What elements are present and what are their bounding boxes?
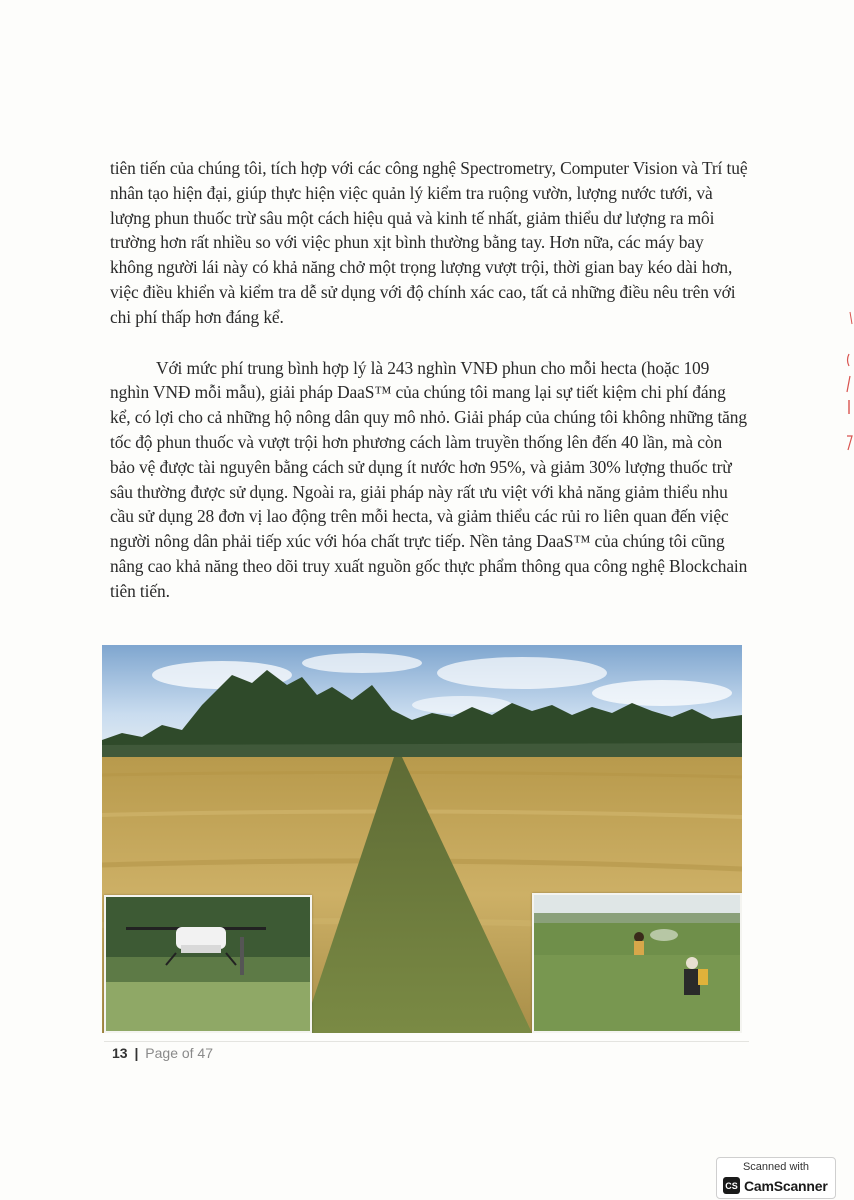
footer-separator: | bbox=[134, 1045, 139, 1061]
body-text bbox=[110, 156, 750, 604]
rice-field-photo bbox=[102, 645, 742, 1033]
footer-divider bbox=[104, 1041, 749, 1042]
paragraph-1: tiên tiến của chúng tôi, tích hợp với các công nghệ Spectrometry, Computer Vision và Trí tuệ nhân tạo hiện đại, giúp thực hiện việc quản lý kiểm tra ruộng vườn, lượng nước tưới, và lượng phun thuốc trừ sâu một cách hiệu quả và kinh tế nhất, giảm thiểu dư lượng ra môi trường hơn rất nhiều so với việc phun xịt bình thường bằng tay. Hơn nữa, các máy bay không người lái này có khả năng chở một trọng lượng vượt trội, thời gian bay kéo dài hơn, việc điều khiển và kiểm tra dễ sử dụng với độ chính xác cao, tất cả những điều nêu trên với chi phí thấp hơn đáng kể. bbox=[110, 158, 748, 327]
paragraph-2: Với mức phí trung bình hợp lý là 243 nghìn VNĐ phun cho mỗi hecta (hoặc 109 nghìn VNĐ mỗi mẫu), giải pháp DaaS™ của chúng tôi mang lại sự tiết kiệm chi phí đáng kể, có lợi cho cả những hộ nông dân quy mô nhỏ. Giải pháp của chúng tôi không những tăng tốc độ phun thuốc và vượt trội hơn phương cách làm truyền thống lên đến 40 lần, mà còn bảo vệ được tài nguyên bằng cách sử dụng ít nước hơn 95%, và giảm 30% lượng thuốc trừ sâu thường được sử dụng. Ngoài ra, giải pháp này rất ưu việt với khả năng giảm thiểu nhu cầu sử dụng 28 đơn vị lao động trên mỗi hecta, và giảm thiểu các rủi ro liên quan đến việc người nông dân phải tiếp xúc với hóa chất trực tiếp. Nền tảng DaaS™ của chúng tôi cũng nâng cao khả năng theo dõi truy xuất nguồn gốc thực phẩm thông qua công nghệ Blockchain tiên tiến. bbox=[110, 357, 748, 601]
page-footer bbox=[112, 1045, 213, 1061]
camscanner-brand bbox=[723, 1177, 828, 1194]
drone-inset-photo bbox=[104, 895, 312, 1033]
farmers-spraying-inset-photo bbox=[532, 893, 742, 1033]
camscanner-name: CamScanner bbox=[744, 1177, 828, 1194]
margin-scan-marks bbox=[840, 310, 854, 470]
drone-image bbox=[106, 897, 310, 1031]
farmers-image bbox=[534, 895, 740, 1031]
camscanner-logo-icon: CS bbox=[723, 1177, 740, 1194]
page-number: 13 bbox=[112, 1045, 128, 1061]
page-of-label: Page of 47 bbox=[145, 1045, 214, 1061]
camscanner-watermark bbox=[716, 1157, 836, 1199]
scanned-with-label: Scanned with bbox=[742, 1161, 810, 1173]
